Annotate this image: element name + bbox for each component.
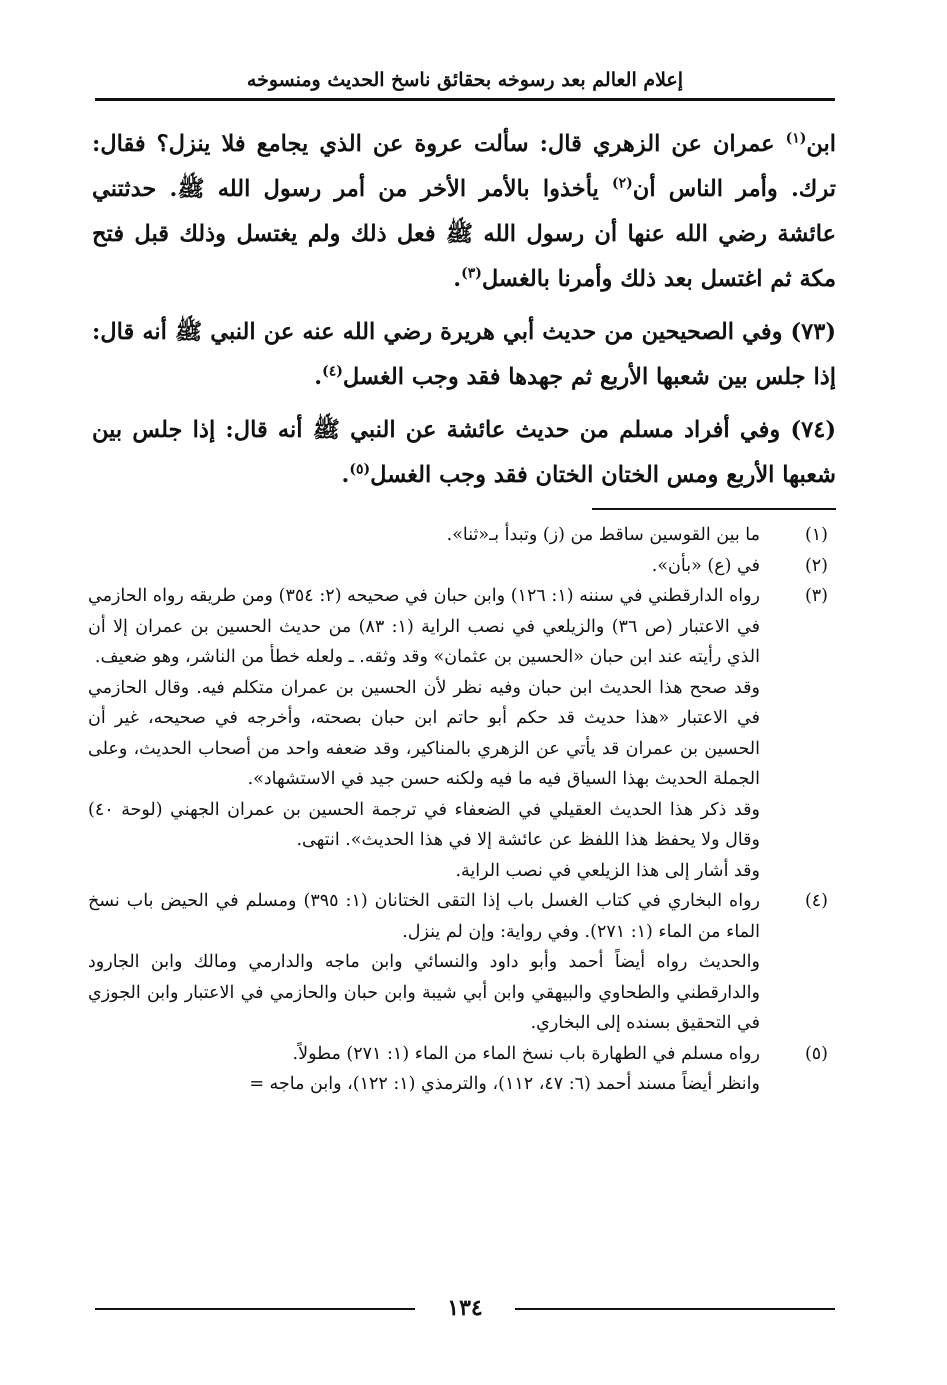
footnote-number: (٥)	[804, 1043, 828, 1064]
running-title: إعلام العالم بعد رسوخه بحقائق ناسخ الحديث ومنسوخه	[246, 69, 684, 91]
page-footer	[95, 1292, 835, 1324]
footnote-text: وقد صحح هذا الحديث ابن حبان وفيه نظر لأن الحسين بن عمران متكلم فيه. وقال الحازمي في الاعتبار «هذا حديث قد حكم أبو حاتم ابن حبان بصحته، وأخرجه في صحيحه، غير أن الحسين بن عمران قد يأتي عن الزهري بالمناكير، وقد ضعفه واحد من أصحاب الحديث، وعلى الجملة الحديث بهذا السياق فيه ما فيه ولكنه حسن جيد في الاستشهاد».	[88, 677, 760, 789]
footnote-number: (٢)	[804, 555, 828, 576]
footnote-3-continuation	[88, 673, 838, 887]
footnote-number: (١)	[804, 525, 828, 545]
main-text	[92, 122, 836, 506]
footnote-text: وانظر أيضاً مسند أحمد (٦: ٤٧، ١١٢)، والترمذي (١: ١٢٢)، وابن ماجه =	[249, 1074, 760, 1094]
footnote-text: رواه الدارقطني في سننه (١: ١٢٦) وابن حبان في صحيحه (٢: ٣٥٤) ومن طريقه رواه الحازمي في الاعتبار (ص ٣٦) والزيلعي في نصب الراية (١: ٨٣) من حديث الحسين بن عمران إلا أن الذي رأيته عند ابن حبان «الحسين بن عثمان» وقد وثقه. ـ ولعله خطأ من الناشر، وهو ضعيف.	[88, 586, 761, 667]
footnote-5	[88, 1039, 838, 1070]
footer-rule-left	[95, 1308, 415, 1310]
footnote-ref-4[interactable]: (٤)	[322, 363, 343, 380]
footnote-ref-2[interactable]: (٢)	[612, 175, 633, 192]
footnote-text: ما بين القوسين ساقط من (ز) وتبدأ بـ«ثنا».	[446, 525, 760, 545]
paragraph-73: (٧٣) وفي الصحيحين من حديث أبي هريرة رضي الله عنه عن النبي ﷺ أنه قال: إذا جلس بين شعبها الأربع ثم جهدها فقد وجب الغسل$^{(٤)}$.	[92, 319, 836, 390]
footnotes	[88, 520, 838, 1100]
footnote-5-continuation	[88, 1069, 838, 1100]
footnote-ref-1[interactable]: (١)	[785, 130, 807, 147]
paragraph-1: ابن$^{(١)}$ عمران عن الزهري قال: سألت عروة عن الذي يجامع فلا ينزل؟ فقال: ترك. وأمر الناس أن$^{(٢)}$ يأخذوا بالأمر الأخر من أمر رسول الله ﷺ. حدثتني عائشة رضي الله عنها أن رسول الله ﷺ فعل ذلك ولم يغتسل وذلك قبل فتح مكة ثم اغتسل بعد ذلك وأمرنا بالغسل$^{(٣)}$.	[92, 130, 836, 292]
footnote-3	[88, 581, 838, 673]
footnote-4	[88, 886, 838, 947]
footnote-text: رواه مسلم في الطهارة باب نسخ الماء من الماء (١: ٢٧١) مطولاً.	[292, 1043, 760, 1064]
footnote-text: رواه البخاري في كتاب الغسل باب إذا التقى الختانان (١: ٣٩٥) ومسلم في الحيض باب نسخ الماء من الماء (١: ٢٧١). وفي رواية: وإن لم ينزل.	[88, 891, 760, 942]
footnote-text: في (ع) «بأن».	[651, 555, 760, 576]
paragraph-74: (٧٤) وفي أفراد مسلم من حديث عائشة عن النبي ﷺ أنه قال: إذا جلس بين شعبها الأربع ومس الختان الختان فقد وجب الغسل$^{(٥)}$.	[92, 417, 836, 488]
footnote-1	[88, 520, 838, 551]
footnote-text: وقد ذكر هذا الحديث العقيلي في الضعفاء في ترجمة الحسين بن عمران الجهني (لوحة ٤٠) وقال ولا يحفظ هذا اللفظ عن عائشة إلا في هذا الحديث». انتهى.	[88, 799, 760, 850]
footnote-number: (٣)	[804, 586, 828, 606]
header-rule	[95, 98, 835, 101]
footnote-number: (٤)	[804, 891, 828, 911]
footnote-4-continuation	[88, 947, 838, 1039]
footnote-ref-3[interactable]: (٣)	[461, 265, 482, 282]
footnote-text: والحديث رواه أيضاً أحمد وأبو داود والنسائي وابن ماجه والدارمي ومالك وابن الجارود والدارقطني والطحاوي والبيهقي وابن أبي شيبة وابن حبان والحازمي في الاعتبار وابن الجوزي في التحقيق بسنده إلى البخاري.	[88, 952, 760, 1033]
footnote-2	[88, 551, 838, 582]
footer-rule-right	[515, 1308, 835, 1310]
footnote-text: وقد أشار إلى هذا الزيلعي في نصب الراية.	[455, 860, 760, 881]
footnote-ref-5[interactable]: (٥)	[349, 461, 371, 478]
footnote-separator	[592, 508, 836, 510]
page-number: ١٣٤	[447, 1295, 483, 1321]
